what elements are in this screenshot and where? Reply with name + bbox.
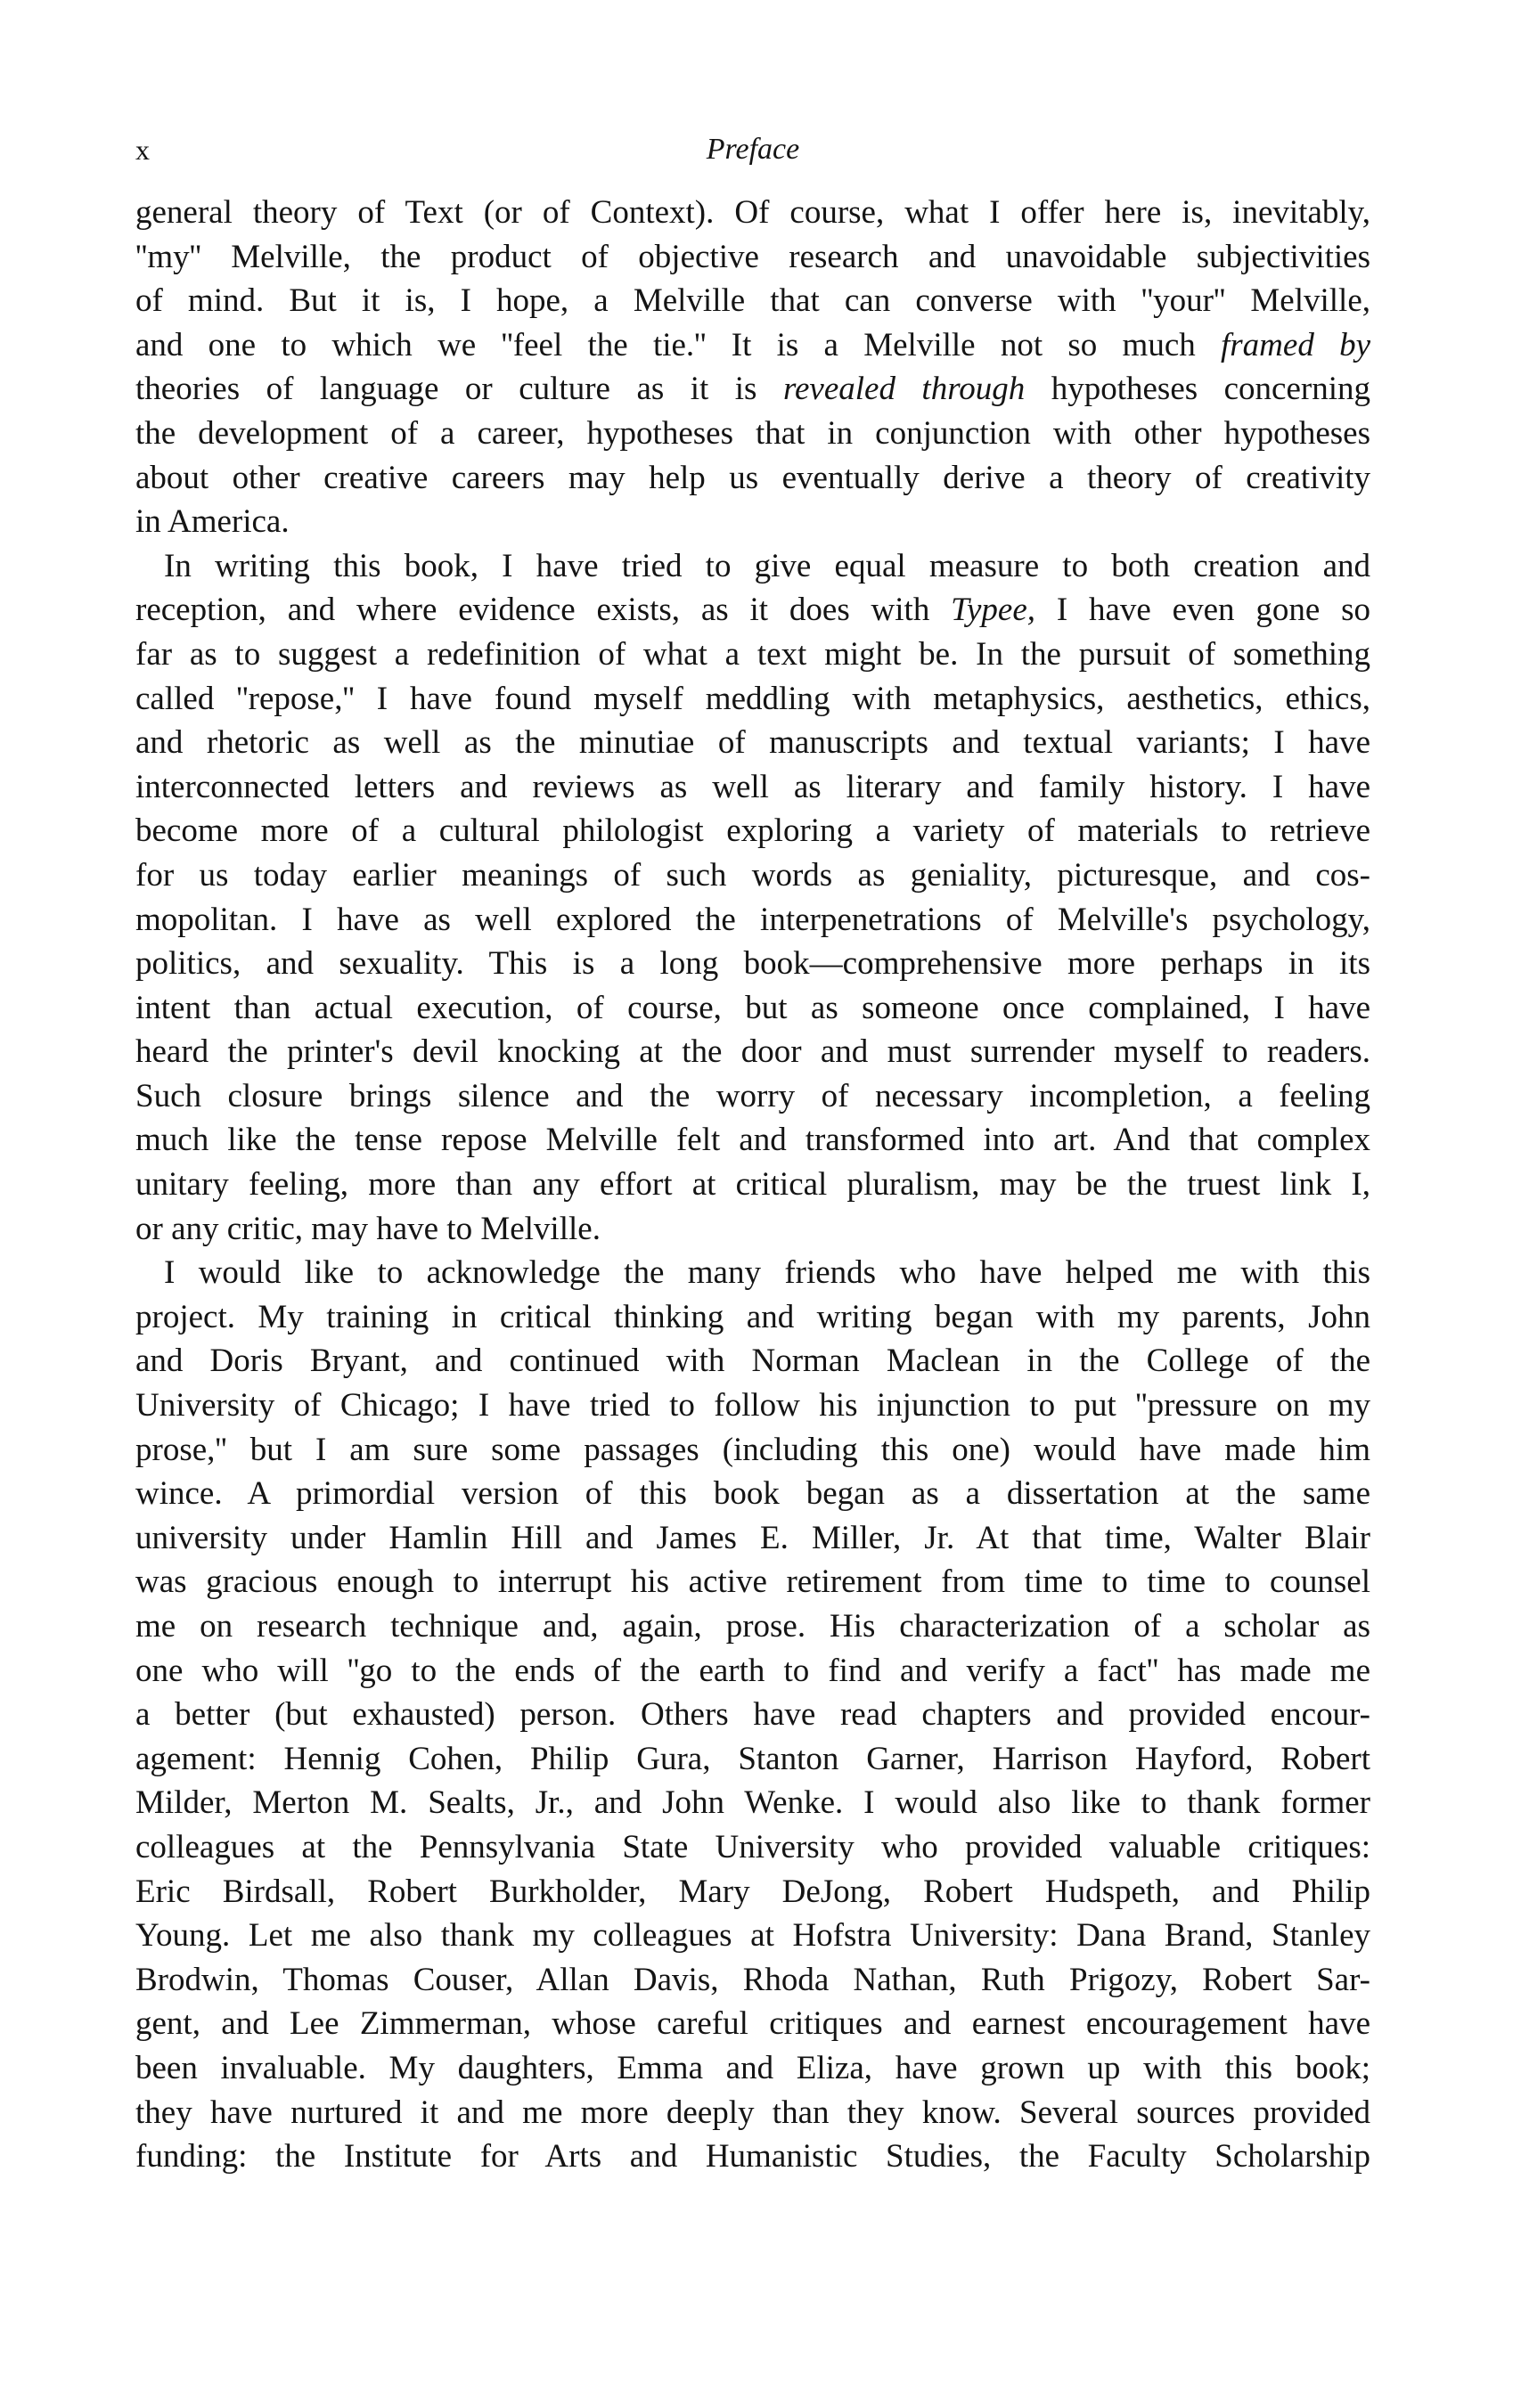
text-line bbox=[135, 1737, 1370, 1782]
text-segment: about other creative careers may help us eventually derive a theory of creativity bbox=[135, 459, 1370, 496]
text-line bbox=[135, 1958, 1370, 2003]
text-line bbox=[135, 1693, 1370, 1737]
text-segment: of mind. But it is, I hope, a Melville that can converse with ''your'' Melville, bbox=[135, 282, 1370, 320]
text-line bbox=[135, 1118, 1370, 1163]
text-segment: In writing this book, I have tried to give equal measure to both creation and bbox=[164, 547, 1370, 584]
text-line bbox=[135, 456, 1370, 501]
text-segment: and rhetoric as well as the minutiae of manuscripts and textual variants; I have bbox=[135, 724, 1370, 762]
text-line bbox=[135, 1560, 1370, 1604]
text-line bbox=[135, 1251, 1370, 1295]
text-line bbox=[135, 677, 1370, 722]
text-segment: a better (but exhausted) person. Others have read chapters and provided encour- bbox=[135, 1696, 1370, 1734]
text-line bbox=[135, 1163, 1370, 1207]
text-line bbox=[135, 1649, 1370, 1694]
page-number: x bbox=[135, 134, 150, 166]
text-line bbox=[135, 1339, 1370, 1384]
text-segment: prose,'' but I am sure some passages (including this one) would have made him bbox=[135, 1431, 1370, 1468]
text-segment: university under Hamlin Hill and James E. Miller, Jr. At that time, Walter Blair bbox=[135, 1519, 1370, 1556]
text-line bbox=[135, 2046, 1370, 2091]
text-line bbox=[135, 2091, 1370, 2135]
text-segment: and Doris Bryant, and continued with Norman Maclean in the College of the bbox=[135, 1343, 1370, 1380]
text-segment: interconnected letters and reviews as well as literary and family history. I have bbox=[135, 768, 1370, 805]
text-segment: they have nurtured it and me more deeply than they know. Several sources provided bbox=[135, 2094, 1370, 2131]
text-segment: heard the printer's devil knocking at the door and must surrender myself to readers. bbox=[135, 1033, 1370, 1071]
text-line bbox=[135, 765, 1370, 810]
text-line bbox=[135, 235, 1370, 280]
text-line bbox=[135, 588, 1370, 633]
text-segment: much like the tense repose Melville felt and transformed into art. And that complex bbox=[135, 1122, 1370, 1159]
text-segment: ''my'' Melville, the product of objective research and unavoidable subjectivities bbox=[135, 238, 1370, 275]
text-segment: and one to which we ''feel the tie.'' It is a Melville not so much bbox=[135, 326, 1221, 363]
text-segment: far as to suggest a redefinition of what a text might be. In the pursuit of something bbox=[135, 635, 1370, 673]
text-line bbox=[135, 2135, 1370, 2179]
text-line bbox=[135, 809, 1370, 853]
text-line bbox=[135, 1825, 1370, 1870]
text-segment: mopolitan. I have as well explored the interpenetrations of Melville's psychology, bbox=[135, 901, 1370, 938]
text-line bbox=[135, 1472, 1370, 1516]
preface-body-text bbox=[135, 191, 1370, 2179]
text-segment: theories of language or culture as it is bbox=[135, 371, 783, 408]
text-segment: project. My training in critical thinking and writing began with my parents, John bbox=[135, 1298, 1370, 1335]
text-segment: wince. A primordial version of this book began as a dissertation at the same bbox=[135, 1475, 1370, 1513]
text-line bbox=[135, 1074, 1370, 1119]
text-line bbox=[135, 1604, 1370, 1649]
text-segment: Such closure brings silence and the worry of necessary incompletion, a feeling bbox=[135, 1077, 1370, 1114]
text-line bbox=[135, 1781, 1370, 1825]
text-line bbox=[135, 986, 1370, 1031]
text-segment: gent, and Lee Zimmerman, whose careful critiques and earnest encouragement have bbox=[135, 2005, 1370, 2043]
text-segment: been invaluable. My daughters, Emma and Eliza, have grown up with this book; bbox=[135, 2049, 1370, 2086]
running-title: Preface bbox=[706, 133, 800, 166]
text-segment: called ''repose,'' I have found myself meddling with metaphysics, aesthetics, ethics, bbox=[135, 680, 1370, 717]
text-segment: hypotheses concerning bbox=[1025, 371, 1370, 408]
text-line bbox=[135, 1428, 1370, 1473]
text-segment: become more of a cultural philologist exploring a variety of materials to retrieve bbox=[135, 812, 1370, 850]
text-segment: for us today earlier meanings of such words as geniality, picturesque, and cos- bbox=[135, 856, 1370, 894]
text-segment: the development of a career, hypotheses that in conjunction with other hypotheses bbox=[135, 414, 1370, 452]
text-line bbox=[135, 323, 1370, 368]
text-segment: general theory of Text (or of Context). Of course, what I offer here is, inevitably, bbox=[135, 194, 1370, 231]
text-segment: Milder, Merton M. Sealts, Jr., and John Wenke. I would also like to thank former bbox=[135, 1784, 1370, 1822]
text-line bbox=[135, 1030, 1370, 1074]
text-line bbox=[135, 942, 1370, 986]
text-segment: reception, and where evidence exists, as it does with bbox=[135, 592, 952, 629]
text-segment: me on research technique and, again, prose. His characterization of a scholar as bbox=[135, 1608, 1370, 1645]
text-line bbox=[135, 544, 1370, 589]
text-segment: colleagues at the Pennsylvania State University who provided valuable critiques: bbox=[135, 1828, 1370, 1865]
text-line bbox=[135, 2002, 1370, 2046]
text-segment: I have even gone so bbox=[1035, 592, 1370, 629]
text-line bbox=[135, 898, 1370, 943]
text-line bbox=[135, 1207, 1370, 1252]
text-line bbox=[135, 279, 1370, 323]
text-segment: University of Chicago; I have tried to follow his injunction to put ''pressure on my bbox=[135, 1387, 1370, 1424]
text-line bbox=[135, 191, 1370, 235]
text-segment: I would like to acknowledge the many friends who have helped me with this bbox=[164, 1254, 1370, 1292]
text-line bbox=[135, 1914, 1370, 1958]
italic-phrase: revealed through bbox=[782, 371, 1026, 408]
text-line bbox=[135, 367, 1370, 412]
text-segment: unitary feeling, more than any effort at critical pluralism, may be the truest link I, bbox=[135, 1166, 1370, 1204]
text-line bbox=[135, 1295, 1370, 1340]
text-line bbox=[135, 500, 1370, 544]
text-segment: was gracious enough to interrupt his active retirement from time to time to counsel bbox=[135, 1563, 1370, 1601]
text-segment: Young. Let me also thank my colleagues at Hofstra University: Dana Brand, Stanley bbox=[135, 1917, 1370, 1955]
text-line bbox=[135, 1516, 1370, 1561]
italic-phrase: framed by bbox=[1221, 326, 1370, 363]
text-line bbox=[135, 412, 1370, 456]
text-segment: or any critic, may have to Melville. bbox=[135, 1210, 601, 1247]
text-segment: intent than actual execution, of course, but as someone once complained, I have bbox=[135, 989, 1370, 1026]
text-segment: in America. bbox=[135, 503, 290, 541]
text-line bbox=[135, 633, 1370, 677]
text-segment: one who will ''go to the ends of the earth to find and verify a fact'' has made me bbox=[135, 1652, 1370, 1689]
text-segment: funding: the Institute for Arts and Humanistic Studies, the Faculty Scholarship bbox=[135, 2138, 1370, 2175]
text-line bbox=[135, 721, 1370, 765]
italic-phrase: Typee, bbox=[951, 592, 1036, 629]
text-line bbox=[135, 853, 1370, 898]
text-segment: politics, and sexuality. This is a long book—comprehensive more perhaps in its bbox=[135, 945, 1370, 983]
text-line bbox=[135, 1384, 1370, 1428]
text-segment: Eric Birdsall, Robert Burkholder, Mary DeJong, Robert Hudspeth, and Philip bbox=[135, 1873, 1370, 1910]
text-segment: Brodwin, Thomas Couser, Allan Davis, Rhoda Nathan, Ruth Prigozy, Robert Sar- bbox=[135, 1961, 1370, 1998]
text-segment: agement: Hennig Cohen, Philip Gura, Stanton Garner, Harrison Hayford, Robert bbox=[135, 1740, 1370, 1777]
text-line bbox=[135, 1870, 1370, 1914]
running-head bbox=[135, 132, 1370, 167]
